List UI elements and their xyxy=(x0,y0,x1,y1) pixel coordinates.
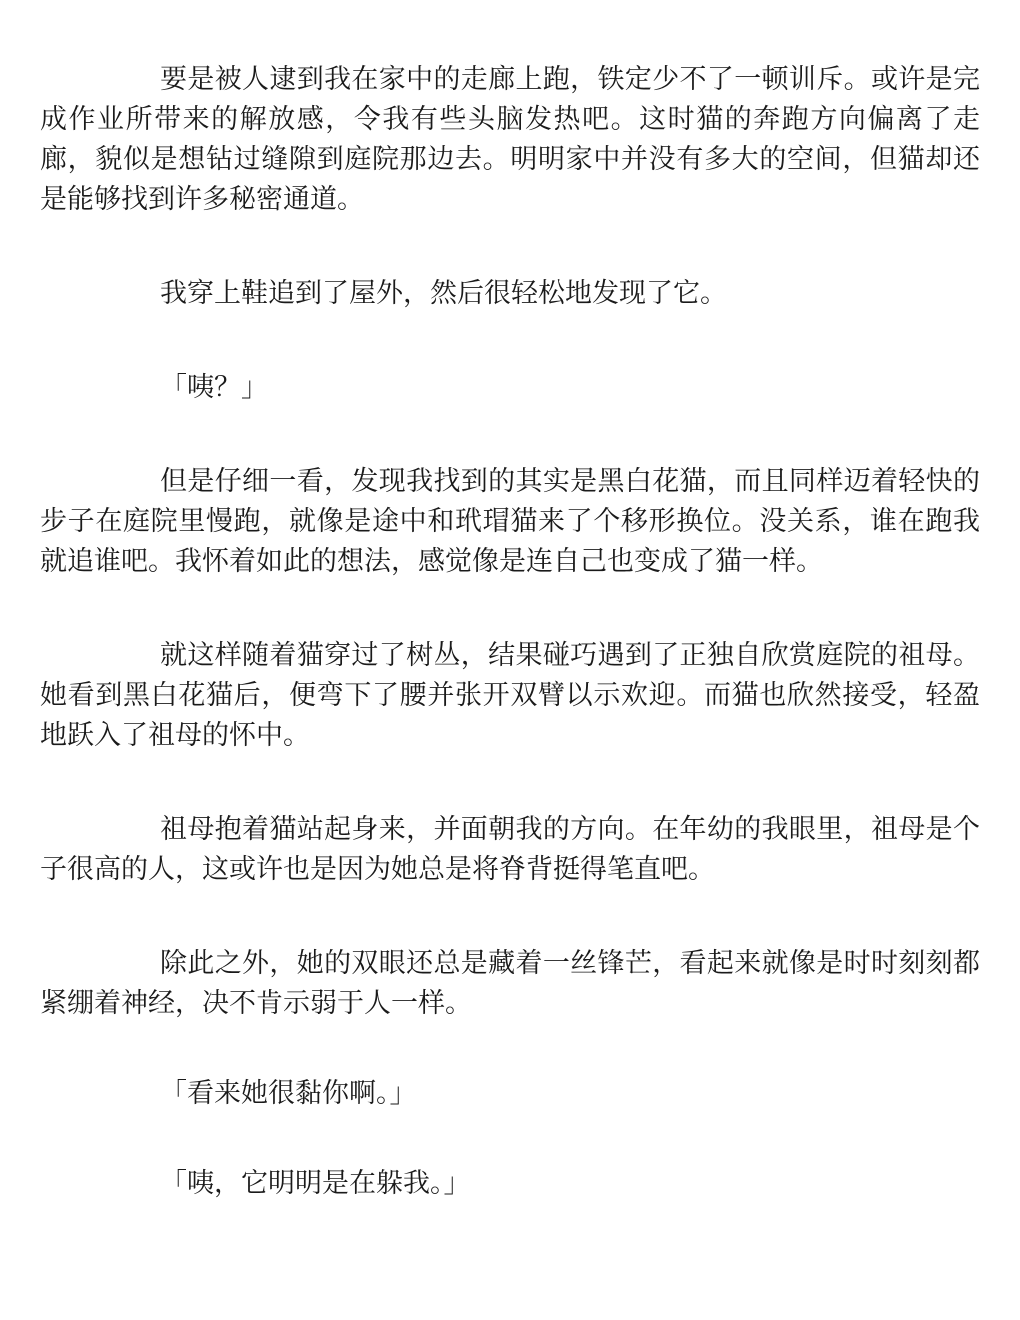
paragraph-3: 「咦？」 xyxy=(160,372,268,403)
paragraph-5: 就这样随着猫穿过了树丛，结果碰巧遇到了正独自欣赏庭院的祖母。她看到黑白花猫后，便弯下了腰并张开双臂以示欢迎。而猫也欣然接受，轻盈地跃入了祖母的怀中。 xyxy=(40,640,980,751)
paragraph-6: 祖母抱着猫站起身来，并面朝我的方向。在年幼的我眼里，祖母是个子很高的人，这或许也是因为她总是将脊背挺得笔直吧。 xyxy=(40,814,980,885)
paragraph-9: 「咦，它明明是在躲我。」 xyxy=(160,1168,471,1199)
paragraph-4: 但是仔细一看，发现我找到的其实是黑白花猫，而且同样迈着轻快的步子在庭院里慢跑，就像是途中和玳瑁猫来了个移形换位。没关系，谁在跑我就追谁吧。我怀着如此的想法，感觉像是连自己也变成了猫一样。 xyxy=(40,466,980,577)
document-page xyxy=(40,60,980,1204)
paragraph-7: 除此之外，她的双眼还总是藏着一丝锋芒，看起来就像是时时刻刻都紧绷着神经，决不肯示弱于人一样。 xyxy=(40,948,980,1019)
paragraph-8: 「看来她很黏你啊。」 xyxy=(160,1078,417,1109)
paragraph-2: 我穿上鞋追到了屋外，然后很轻松地发现了它。 xyxy=(160,278,727,309)
paragraph-1: 要是被人逮到我在家中的走廊上跑，铁定少不了一顿训斥。或许是完成作业所带来的解放感，令我有些头脑发热吧。这时猫的奔跑方向偏离了走廊，貌似是想钻过缝隙到庭院那边去。明明家中并没有多大的空间，但猫却还是能够找到许多秘密通道。 xyxy=(40,64,980,215)
